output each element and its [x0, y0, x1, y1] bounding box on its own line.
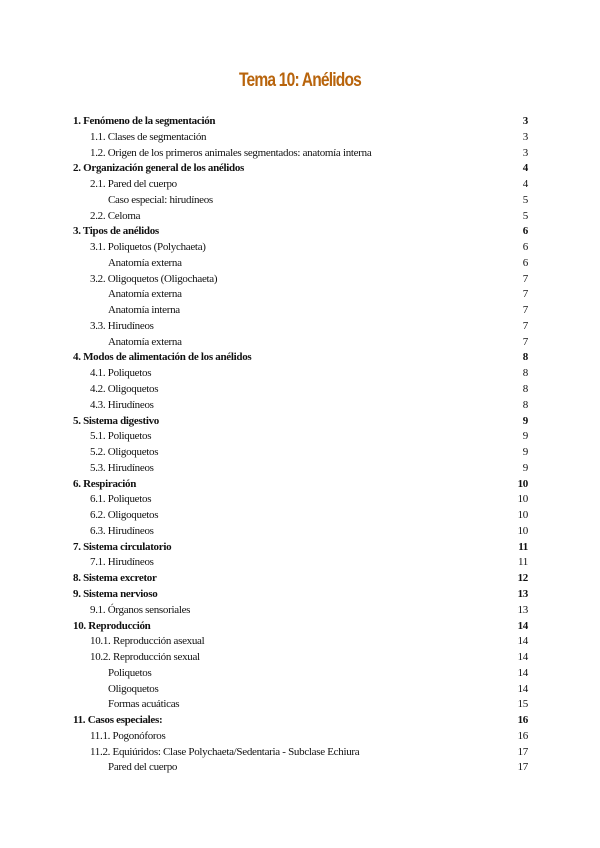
toc-entry-label: Caso especial: hirudíneos — [108, 193, 213, 206]
toc-entry[interactable] — [73, 524, 528, 540]
toc-entry-label: 9. Sistema nervioso — [73, 587, 158, 600]
toc-entry[interactable] — [73, 382, 528, 398]
toc-entry-label: 4.2. Oligoquetos — [90, 383, 159, 396]
toc-entry-label: Anatomía interna — [108, 304, 180, 317]
toc-entry[interactable] — [73, 335, 528, 351]
toc-entry[interactable] — [73, 114, 528, 130]
toc-entry-page: 6 — [522, 241, 528, 254]
toc-entry[interactable] — [73, 366, 528, 382]
toc-entry-label: 11.1. Pogonóforos — [90, 729, 166, 742]
toc-entry-label: 4.3. Hirudíneos — [90, 398, 154, 411]
toc-entry-label: 3.2. Oligoquetos (Oligochaeta) — [90, 272, 218, 285]
toc-entry-label: 10.1. Reproducción asexual — [90, 635, 205, 648]
toc-entry-label: Poliquetos — [108, 666, 152, 679]
toc-entry-page: 7 — [522, 304, 528, 317]
toc-entry[interactable] — [73, 350, 528, 366]
toc-entry-page: 8 — [522, 367, 528, 380]
toc-entry-page: 10 — [517, 477, 528, 490]
toc-entry[interactable] — [73, 650, 528, 666]
document-title: Tema 10: Anélidos — [238, 70, 362, 91]
toc-entry[interactable] — [73, 272, 528, 288]
toc-entry[interactable] — [73, 587, 528, 603]
toc-entry[interactable] — [73, 287, 528, 303]
toc-entry-page: 8 — [522, 398, 528, 411]
toc-entry-label: 6.3. Hirudíneos — [90, 524, 154, 537]
toc-entry-label: 6. Respiración — [73, 477, 137, 490]
toc-entry[interactable] — [73, 555, 528, 571]
toc-entry-label: 4.1. Poliquetos — [90, 367, 152, 380]
toc-entry-page: 5 — [522, 193, 528, 206]
toc-entry-label: 6.1. Poliquetos — [90, 493, 152, 506]
toc-entry-label: 2. Organización general de los anélidos — [73, 162, 245, 175]
toc-entry-label: 9.1. Órganos sensoriales — [90, 603, 191, 616]
toc-entry[interactable] — [73, 745, 528, 761]
toc-entry[interactable] — [73, 130, 528, 146]
toc-entry-page: 14 — [517, 619, 528, 632]
toc-entry-page: 14 — [517, 651, 528, 664]
toc-entry-page: 7 — [522, 272, 528, 285]
toc-entry-page: 6 — [522, 225, 528, 238]
toc-entry-page: 13 — [517, 587, 528, 600]
toc-entry[interactable] — [73, 209, 528, 225]
toc-entry[interactable] — [73, 619, 528, 635]
toc-entry[interactable] — [73, 713, 528, 729]
toc-entry-page: 3 — [522, 146, 528, 159]
toc-entry[interactable] — [73, 540, 528, 556]
toc-entry-label: Pared del cuerpo — [108, 761, 178, 774]
toc-entry[interactable] — [73, 682, 528, 698]
toc-entry-label: 11.2. Equiúridos: Clase Polychaeta/Sedentaria - Subclase Echiura — [90, 745, 360, 758]
toc-entry-page: 10 — [517, 509, 528, 522]
toc-entry-page: 5 — [522, 209, 528, 222]
toc-entry-page: 10 — [517, 493, 528, 506]
toc-entry-page: 9 — [522, 461, 528, 474]
toc-entry[interactable] — [73, 445, 528, 461]
toc-entry[interactable] — [73, 429, 528, 445]
toc-entry-page: 11 — [518, 540, 528, 553]
toc-entry[interactable] — [73, 146, 528, 162]
toc-entry-page: 17 — [517, 745, 528, 758]
toc-entry[interactable] — [73, 634, 528, 650]
toc-entry-label: 11. Casos especiales: — [73, 714, 163, 727]
toc-entry[interactable] — [73, 414, 528, 430]
toc-entry[interactable] — [73, 666, 528, 682]
toc-entry-label: 4. Modos de alimentación de los anélidos — [73, 351, 252, 364]
toc-entry-label: Anatomía externa — [108, 256, 182, 269]
toc-entry-page: 16 — [517, 729, 528, 742]
toc-entry-label: 1.1. Clases de segmentación — [90, 130, 207, 143]
table-of-contents — [73, 114, 528, 776]
toc-entry-page: 7 — [522, 288, 528, 301]
toc-entry[interactable] — [73, 492, 528, 508]
toc-entry[interactable] — [73, 161, 528, 177]
toc-entry-page: 3 — [522, 130, 528, 143]
toc-entry-label: 10.2. Reproducción sexual — [90, 651, 200, 664]
toc-entry-label: 5. Sistema digestivo — [73, 414, 159, 427]
toc-entry-page: 16 — [517, 714, 528, 727]
toc-entry-page: 4 — [522, 162, 528, 175]
toc-entry-page: 10 — [517, 524, 528, 537]
toc-entry-page: 11 — [518, 556, 528, 569]
toc-entry-label: 3.3. Hirudíneos — [90, 319, 154, 332]
toc-entry[interactable] — [73, 697, 528, 713]
toc-entry-page: 9 — [522, 430, 528, 443]
toc-entry-page: 14 — [517, 666, 528, 679]
toc-entry-label: Oligoquetos — [108, 682, 159, 695]
toc-entry-label: 5.1. Poliquetos — [90, 430, 152, 443]
toc-entry[interactable] — [73, 571, 528, 587]
toc-entry[interactable] — [73, 224, 528, 240]
toc-entry-page: 9 — [522, 446, 528, 459]
toc-entry-page: 15 — [517, 698, 528, 711]
toc-entry-page: 4 — [522, 178, 528, 191]
toc-entry[interactable] — [73, 603, 528, 619]
toc-entry[interactable] — [73, 477, 528, 493]
toc-entry-label: 5.3. Hirudíneos — [90, 461, 154, 474]
toc-entry-page: 3 — [522, 115, 528, 127]
toc-entry-label: Anatomía externa — [108, 288, 182, 301]
toc-entry-label: 2.2. Celoma — [90, 209, 141, 222]
toc-entry-label: 1.2. Origen de los primeros animales segmentados: anatomía interna — [90, 146, 372, 159]
toc-entry-page: 14 — [517, 682, 528, 695]
toc-entry-label: 10. Reproducción — [73, 619, 151, 632]
toc-entry[interactable] — [73, 303, 528, 319]
toc-entry-page: 14 — [517, 635, 528, 648]
toc-entry-label: 3.1. Poliquetos (Polychaeta) — [90, 241, 206, 254]
toc-entry-label: 2.1. Pared del cuerpo — [90, 178, 177, 191]
toc-entry-page: 7 — [522, 335, 528, 348]
toc-entry-page: 9 — [522, 414, 528, 427]
toc-entry[interactable] — [73, 193, 528, 209]
toc-entry-label: Formas acuáticas — [108, 698, 180, 711]
toc-entry-label: 5.2. Oligoquetos — [90, 446, 159, 459]
toc-entry[interactable] — [73, 177, 528, 193]
toc-entry[interactable] — [73, 319, 528, 335]
toc-entry-label: 7.1. Hirudíneos — [90, 556, 154, 569]
toc-entry-page: 13 — [517, 603, 528, 616]
toc-entry-page: 7 — [522, 319, 528, 332]
toc-entry[interactable] — [73, 760, 528, 776]
toc-entry[interactable] — [73, 398, 528, 414]
toc-entry-page: 8 — [522, 351, 528, 364]
toc-entry-label: Anatomía externa — [108, 335, 182, 348]
toc-entry[interactable] — [73, 729, 528, 745]
toc-entry-page: 6 — [522, 256, 528, 269]
toc-entry-page: 17 — [517, 761, 528, 774]
toc-entry-label: 1. Fenómeno de la segmentación — [73, 115, 216, 127]
toc-entry-label: 6.2. Oligoquetos — [90, 509, 159, 522]
toc-entry-page: 12 — [517, 572, 528, 585]
toc-entry-label: 8. Sistema excretor — [73, 572, 157, 585]
toc-entry-label: 7. Sistema circulatorio — [73, 540, 172, 553]
toc-entry[interactable] — [73, 256, 528, 272]
toc-entry-label: 3. Tipos de anélidos — [73, 225, 159, 238]
toc-entry[interactable] — [73, 461, 528, 477]
toc-entry[interactable] — [73, 508, 528, 524]
toc-entry-page: 8 — [522, 383, 528, 396]
toc-entry[interactable] — [73, 240, 528, 256]
